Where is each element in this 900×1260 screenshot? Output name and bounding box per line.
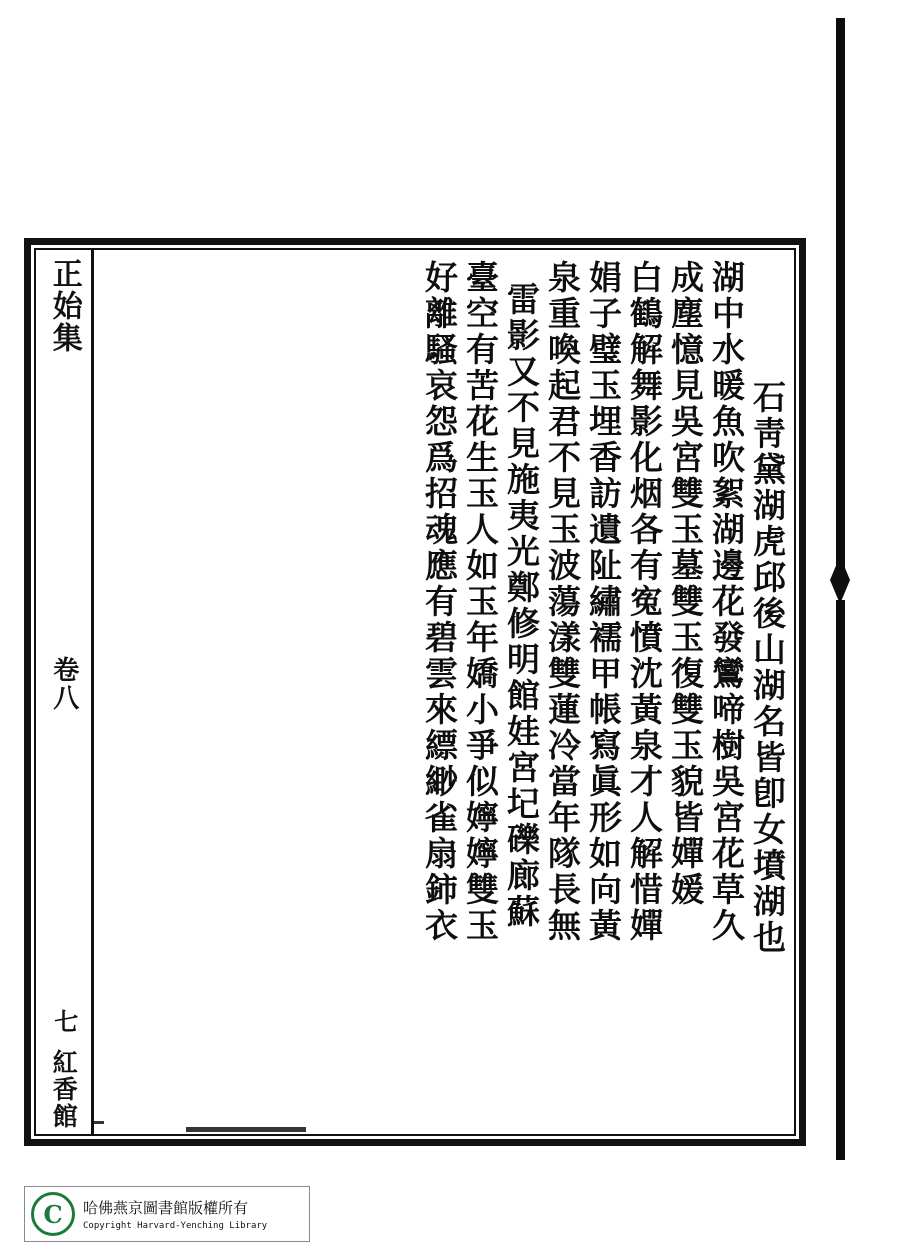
text-column-7: 雷影又不見施夷光鄭修明館娃宮圮礫廊蘇 <box>502 282 541 930</box>
page-number: 七 <box>49 1009 79 1035</box>
text-block-inner-rule <box>34 248 796 1136</box>
scan-blotch-1 <box>186 1127 306 1132</box>
text-column-5: 娟子璧玉埋香訪遺阯繡襦甲帳寫眞形如向黃 <box>584 260 623 944</box>
spine-bar-bottom <box>836 600 845 1160</box>
imprint-label: 紅香館 <box>49 1049 79 1130</box>
copyright-seal-icon: C <box>31 1192 75 1236</box>
text-column-8: 臺空有苦花生玉人如玉年嬌小爭似嬣嬣雙玉 <box>461 260 500 944</box>
text-columns <box>94 250 794 1134</box>
book-title: 正始集 <box>46 258 82 354</box>
margin-bottom-group <box>51 1009 77 1130</box>
text-column-4: 白鶴解舞影化烟各有寃憤沈黃泉才人解惜嬋 <box>625 260 664 944</box>
scan-blotch-2 <box>94 1121 104 1124</box>
library-copyright-stamp <box>24 1186 310 1242</box>
text-block-frame <box>24 238 806 1146</box>
text-column-heading: 石靑黛湖虎邱後山湖名皆卽女墳湖也 <box>748 380 787 956</box>
volume-label: 卷八 <box>48 655 79 712</box>
text-column-6: 泉重喚起君不見玉波蕩漾雙蓮冷當年隊長無 <box>543 260 582 944</box>
stamp-chinese-text: 哈佛燕京圖書館版權所有 <box>83 1199 249 1217</box>
text-column-3: 成塵憶見吳宮雙玉墓雙玉復雙玉貌皆嬋媛 <box>666 260 705 908</box>
spine-bar-top <box>836 18 845 578</box>
spine-diamond-upper <box>830 556 850 580</box>
text-column-9: 好離騷哀怨爲招魂應有碧雲來縹緲雀扇鈰衣 <box>420 260 459 944</box>
text-column-2: 湖中水暖魚吹絮湖邊花發鸞啼樹吳宮花草久 <box>707 260 746 944</box>
stamp-text-group <box>83 1197 267 1231</box>
stamp-english-text: Copyright Harvard-Yenching Library <box>83 1221 268 1231</box>
margin-column <box>36 250 94 1134</box>
